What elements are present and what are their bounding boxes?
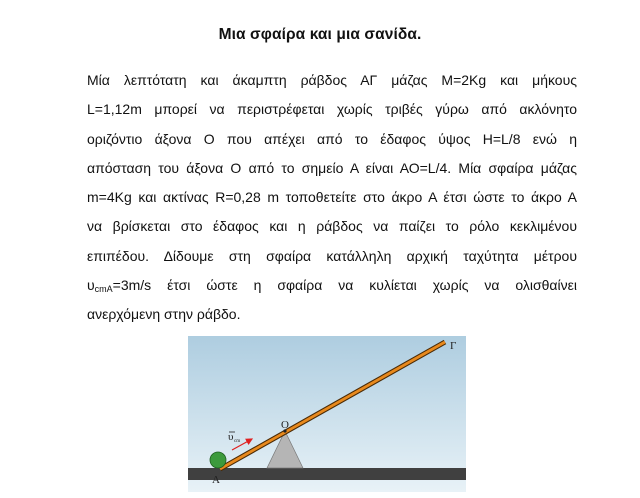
ground-surface: [188, 468, 466, 480]
problem-paragraph: [87, 66, 577, 330]
document-title: Μια σφαίρα και μια σανίδα.: [218, 26, 422, 43]
paragraph-line-velocity: [87, 271, 577, 300]
paragraph-line: L=1,12m μπορεί να περιστρέφεται χωρίς τριβές γύρω από ακλόνητο: [87, 101, 577, 118]
label-O: O: [281, 419, 289, 431]
paragraph-line: Μία λεπτότατη και άκαμπτη ράβδος ΑΓ μάζας Μ=2Kg και μήκους: [87, 72, 577, 88]
velocity-sentence-text: =3m/s έτσι ώστε η σφαίρα να κυλίεται χωρίς να ολισθαίνει: [112, 277, 577, 294]
paragraph-line: επιπέδου. Δίδουμε στη σφαίρα κατάλληλη αρχική ταχύτητα μέτρου: [87, 247, 577, 264]
physics-figure: [188, 336, 466, 492]
velocity-label-symbol: υ: [228, 431, 234, 443]
label-A: Α: [212, 474, 220, 486]
label-G: Γ: [450, 340, 457, 352]
velocity-subscript-text: cmA: [94, 284, 113, 295]
paragraph-line: οριζόντιο άξονα Ο που απέχει από το έδαφος ύψος Η=L/8 ενώ η: [87, 130, 577, 147]
velocity-symbol-text: υ: [87, 277, 95, 294]
paragraph-line: απόσταση του άξονα Ο από το σημείο Α είναι ΑΟ=L/4. Μία σφαίρα μάζας: [87, 159, 577, 176]
paragraph-line: ανερχόμενη στην ράβδο.: [87, 306, 241, 323]
velocity-label-sub: cm: [234, 439, 241, 444]
paragraph-line: m=4Kg και ακτίνας R=0,28 m τοποθετείτε στο άκρο Α έτσι ώστε το άκρο Α: [87, 189, 577, 206]
sphere: [210, 452, 226, 468]
rod-sphere-diagram: [188, 336, 466, 492]
paragraph-line: να βρίσκεται στο έδαφος και η ράβδος να παίζει το ρόλο κεκλιμένου: [87, 218, 577, 235]
